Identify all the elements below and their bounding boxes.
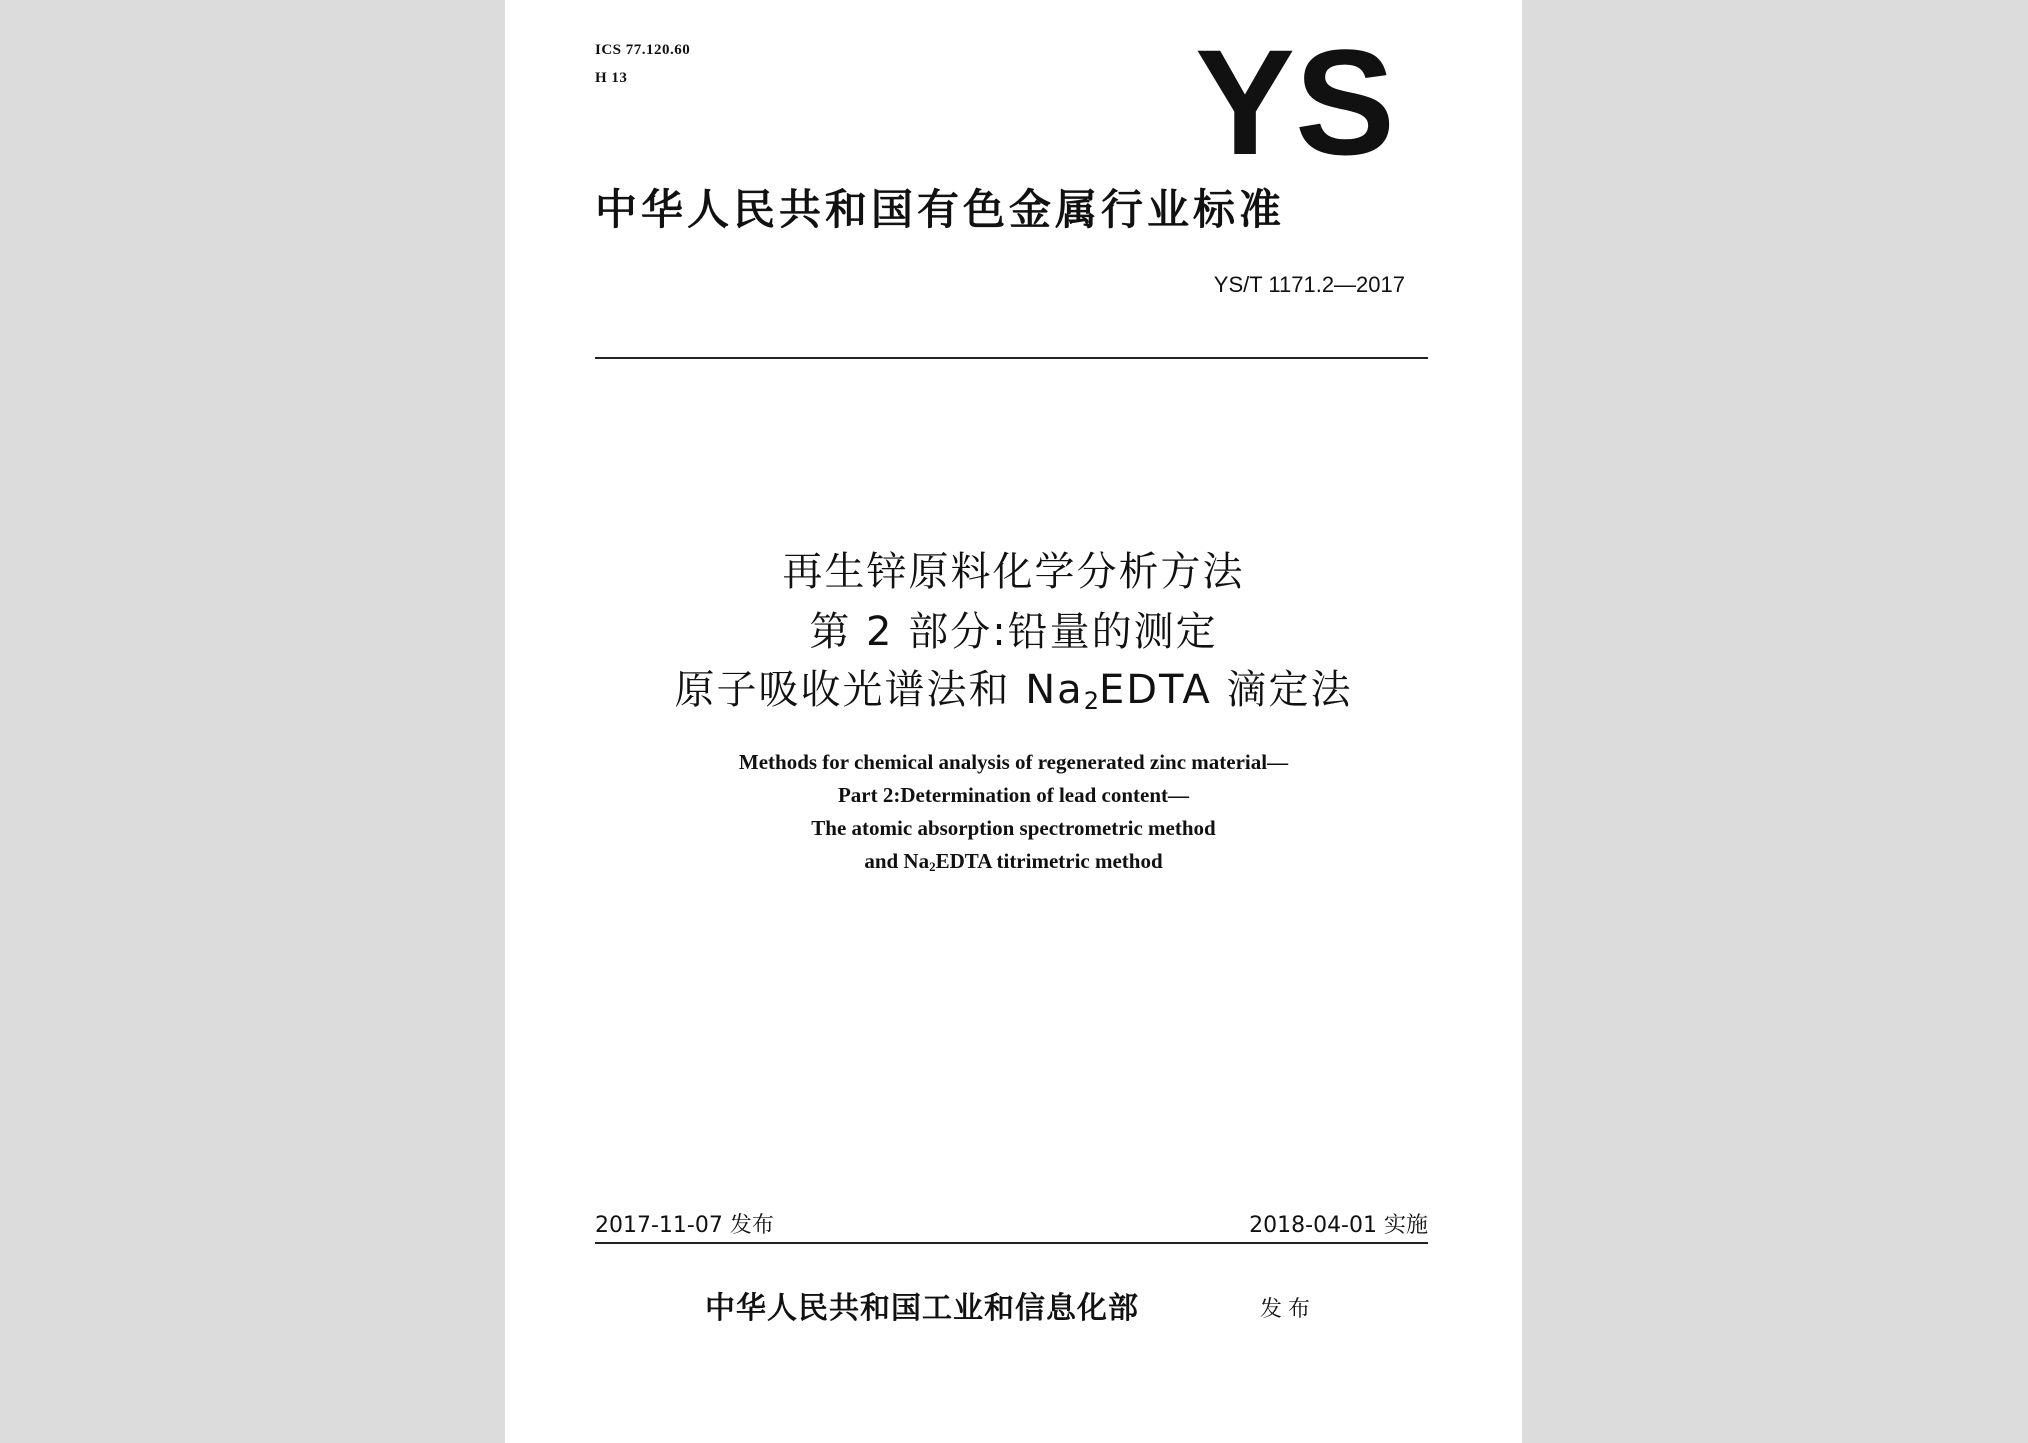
en-title-line-4: and $Na_2EDTA$ titrimetric method bbox=[864, 849, 1163, 874]
standard-category-title: 中华人民共和国有色金属行业标准 bbox=[595, 185, 1286, 234]
standard-code: YS/T 1171.2—2017 bbox=[1213, 272, 1405, 297]
ys-logo-mark bbox=[1190, 42, 1400, 172]
footer-divider bbox=[595, 1242, 1428, 1244]
ys-logo-text: YS bbox=[1195, 42, 1395, 172]
implementation-date: 2018-04-01 实施 bbox=[1249, 1213, 1428, 1238]
header-divider bbox=[595, 357, 1428, 359]
en-title-line-1: Methods for chemical analysis of regenerated zinc material— bbox=[738, 750, 1289, 774]
publisher-name: 中华人民共和国工业和信息化部 bbox=[705, 1291, 1139, 1326]
cn-title-line-3: 原子吸收光谱法和 $Na_2EDTA$ 滴定法 bbox=[674, 667, 1353, 715]
ics-code: ICS 77.120.60 bbox=[595, 42, 691, 58]
cn-title-line-2: 第 2 部分:铅量的测定 bbox=[809, 609, 1218, 655]
issue-date: 2017-11-07 发布 bbox=[595, 1213, 774, 1238]
ccs-code: H 13 bbox=[595, 70, 628, 86]
en-title-line-3: The atomic absorption spectrometric method bbox=[811, 816, 1216, 840]
document-page bbox=[505, 0, 1522, 1443]
ys-logo bbox=[1190, 42, 1400, 172]
publish-label: 发布 bbox=[1260, 1297, 1317, 1322]
cn-title-line-1: 再生锌原料化学分析方法 bbox=[782, 549, 1245, 595]
en-title-line-2: Part 2:Determination of lead content— bbox=[837, 783, 1190, 807]
